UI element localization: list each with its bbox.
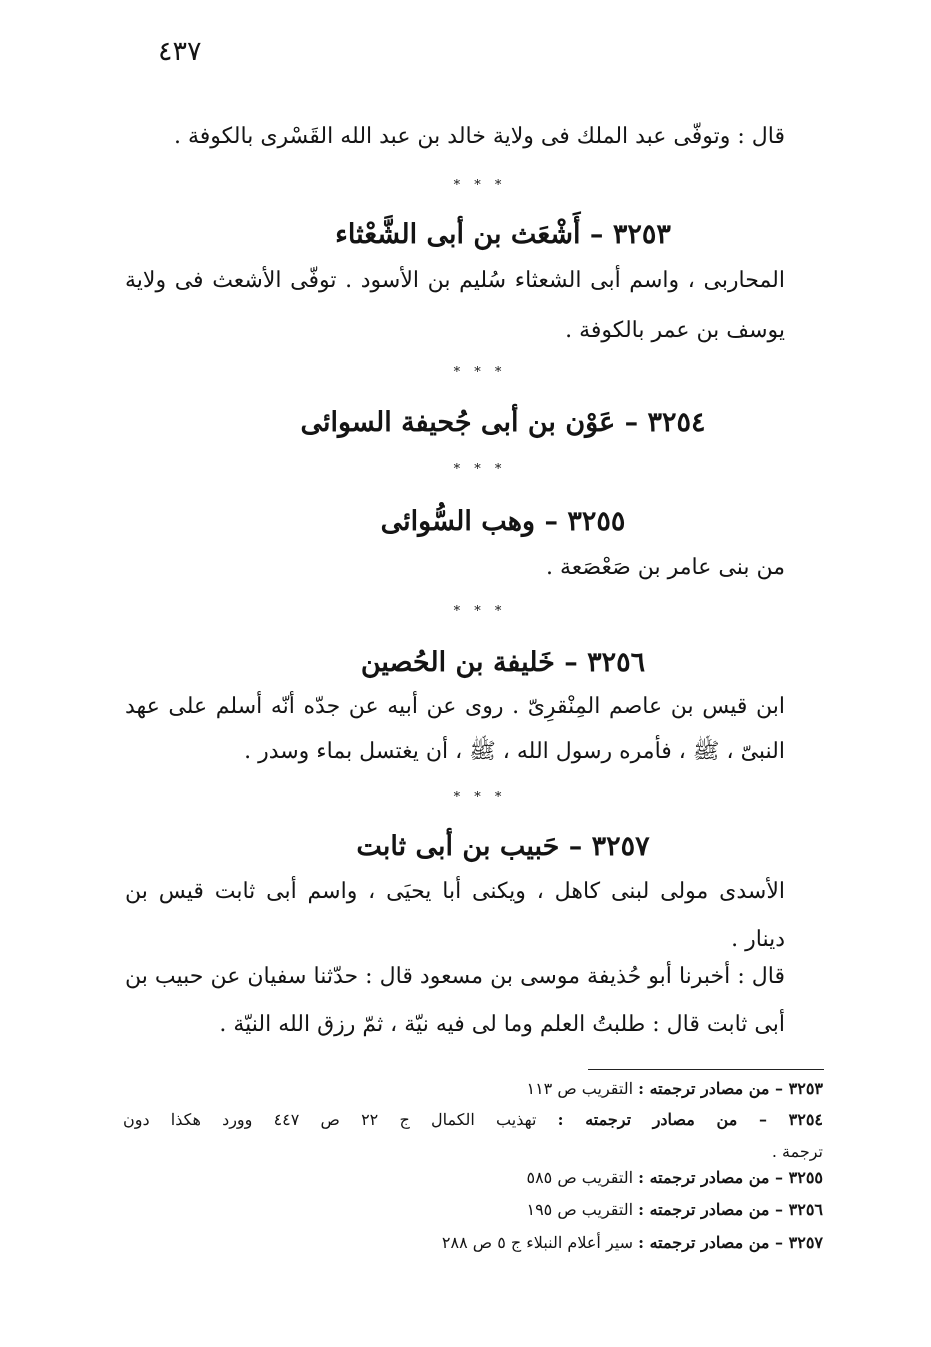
entry-text-line: دينار . bbox=[731, 927, 785, 952]
footnote-rule bbox=[588, 1069, 824, 1070]
entry-text-line: يوسف بن عمر بالكوفة . bbox=[565, 318, 785, 343]
footnote-text: سير أعلام النبلاء ج ٥ ص ٢٨٨ bbox=[441, 1233, 634, 1252]
footnote-label: ٣٢٥٣ – من مصادر ترجمته : bbox=[638, 1079, 823, 1098]
entry-text-line: ابن قيس بن عاصم المِنْقرِىّ . روى عن أبيه عن جدّه أنّه أسلم على عهد bbox=[125, 694, 785, 719]
entry-text-line: الأسدى مولى لبنى كاهل ، ويكنى أبا يحيَى ، واسم أبى ثابت قيس بن bbox=[125, 879, 785, 904]
footnote-text: التقريب ص ١١٣ bbox=[526, 1079, 634, 1098]
footnote bbox=[123, 1166, 823, 1190]
footnote bbox=[123, 1231, 823, 1255]
footnote-text: تهذيب الكمال ج ٢٢ ص ٤٤٧ وورد هكذا دون bbox=[123, 1110, 537, 1129]
footnote-text: التقريب ص ١٩٥ bbox=[526, 1200, 634, 1219]
footnote-text: التقريب ص ٥٨٥ bbox=[526, 1168, 634, 1187]
entry-heading: ٣٢٥٥ – وهب السُّوائى bbox=[380, 506, 626, 537]
section-separator: * * * bbox=[453, 365, 507, 380]
entry-text-line: من بنى عامر بن صَعْصَعة . bbox=[546, 555, 785, 580]
footnote-label: ٣٢٥٥ – من مصادر ترجمته : bbox=[638, 1168, 823, 1187]
section-separator: * * * bbox=[453, 604, 507, 619]
intro-line: قال : وتوفّى عبد الملك فى ولاية خالد بن عبد الله القَسْرى بالكوفة . bbox=[173, 124, 785, 149]
entry-text-line: أبى ثابت قال : طلبتُ العلم وما لى فيه نيّة ، ثمّ رزق الله النيّة . bbox=[219, 1012, 785, 1037]
entry-heading: ٣٢٥٣ – أَشْعَث بن أبى الشَّعْثاء bbox=[335, 219, 671, 250]
footnote bbox=[123, 1077, 823, 1101]
footnote-label: ٣٢٥٦ – من مصادر ترجمته : bbox=[638, 1200, 823, 1219]
entry-text-line: المحاربى ، واسم أبى الشعثاء سُليم بن الأسود . توفّى الأشعث فى ولاية bbox=[125, 268, 785, 293]
footnote bbox=[123, 1198, 823, 1222]
entry-heading: ٣٢٥٧ – حَبيب بن أبى ثابت bbox=[356, 831, 650, 862]
entry-heading: ٣٢٥٦ – خَليفة بن الحُصين bbox=[360, 647, 646, 678]
page-number: ٤٣٧ bbox=[158, 36, 202, 67]
section-separator: * * * bbox=[453, 790, 507, 805]
entry-text-line: قال : أخبرنا أبو حُذيفة موسى بن مسعود قال : حدّثنا سفيان عن حبيب بن bbox=[125, 964, 785, 989]
footnote bbox=[123, 1108, 823, 1132]
entry-heading: ٣٢٥٤ – عَوْن بن أبى جُحيفة السوائى bbox=[300, 407, 706, 438]
entry-text-line: النبىّ ، ﷺ ، فأمره رسول الله ، ﷺ ، أن يغتسل بماء وسدر . bbox=[244, 739, 785, 764]
footnote-continuation: ترجمة . bbox=[771, 1142, 823, 1161]
section-separator: * * * bbox=[453, 462, 507, 477]
section-separator: * * * bbox=[453, 178, 507, 193]
footnote-label: ٣٢٥٧ – من مصادر ترجمته : bbox=[638, 1233, 823, 1252]
footnote-label: ٣٢٥٤ – من مصادر ترجمته : bbox=[557, 1110, 824, 1129]
